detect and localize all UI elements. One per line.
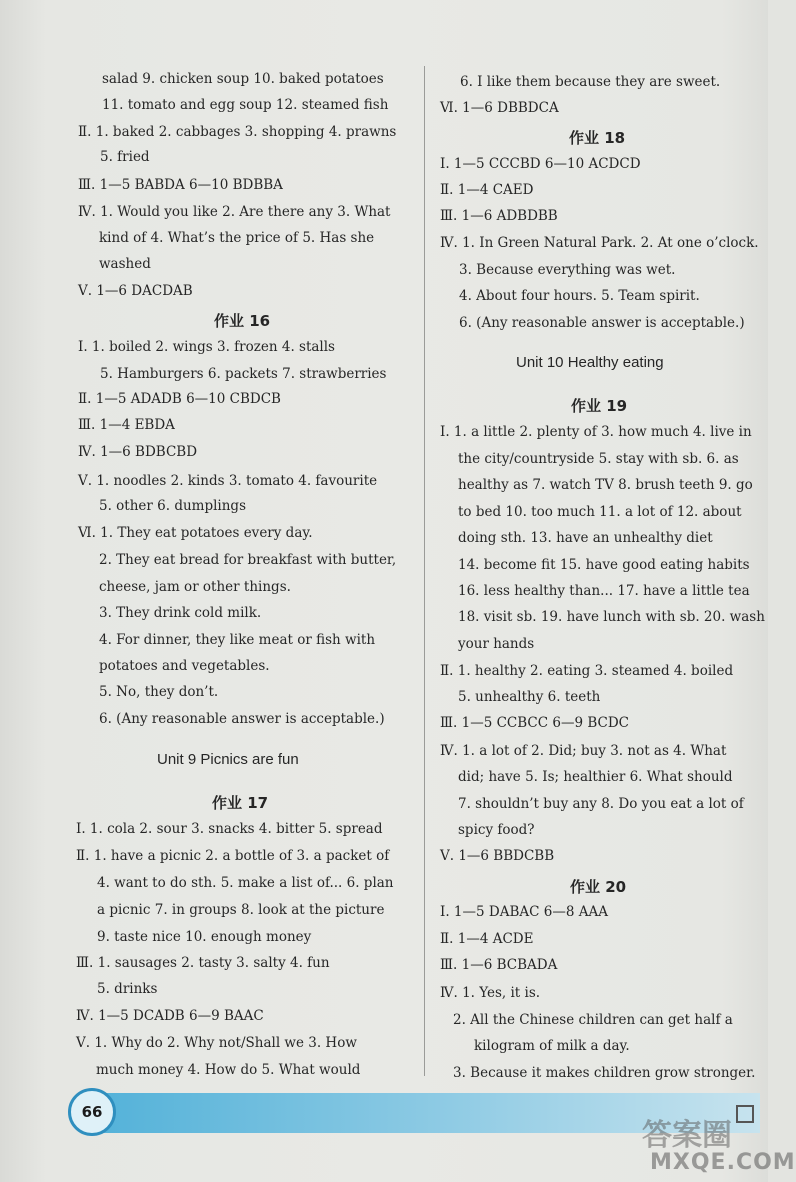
answer-line: 2. They eat bread for breakfast with butter, <box>99 552 397 568</box>
answer-line: 4. For dinner, they like meat or fish with <box>99 632 376 648</box>
answer-line: Ⅲ. 1—6 ADBDBB <box>440 208 558 224</box>
section-heading: 作业 18 <box>569 129 626 147</box>
answer-line: 4. About four hours. 5. Team spirit. <box>459 288 700 304</box>
unit-title: Unit 9 Picnics are fun <box>157 751 299 768</box>
answer-line: your hands <box>458 636 535 652</box>
section-heading: 作业 16 <box>214 312 271 330</box>
answer-line: Ⅵ. 1. They eat potatoes every day. <box>78 525 313 541</box>
answer-line: Ⅳ. 1—5 DCADB 6—9 BAAC <box>76 1008 264 1024</box>
answer-line: a picnic 7. in groups 8. look at the picture <box>97 902 385 918</box>
answer-line: the city/countryside 5. stay with sb. 6. as <box>458 451 739 467</box>
section-heading: 作业 19 <box>571 397 628 415</box>
answer-line: Ⅱ. 1—5 ADADB 6—10 CBDCB <box>78 391 281 407</box>
answer-line: potatoes and vegetables. <box>99 658 270 674</box>
section-heading: 作业 20 <box>570 878 627 896</box>
answer-line: Ⅳ. 1. Yes, it is. <box>440 985 541 1001</box>
answer-line: Ⅲ. 1—6 BCBADA <box>440 957 558 973</box>
answer-line: cheese, jam or other things. <box>99 579 291 595</box>
answer-line: Ⅰ. 1—5 CCCBD 6—10 ACDCD <box>440 156 641 172</box>
answer-line: 18. visit sb. 19. have lunch with sb. 20. wash <box>458 609 765 625</box>
answer-line: Ⅲ. 1—5 BABDA 6—10 BDBBA <box>78 177 283 193</box>
answer-line: 5. drinks <box>97 981 158 997</box>
answer-line: 5. fried <box>100 149 150 165</box>
answer-line: Ⅴ. 1. Why do 2. Why not/Shall we 3. How <box>76 1035 357 1051</box>
answer-line: washed <box>99 256 151 272</box>
answer-line: Ⅳ. 1—6 BDBCBD <box>78 444 198 460</box>
answer-line: 5. No, they don’t. <box>99 684 219 700</box>
answer-line: 11. tomato and egg soup 12. steamed fish <box>102 97 389 113</box>
answer-line: Ⅵ. 1—6 DBBDCA <box>440 100 559 116</box>
answer-line: Ⅴ. 1—6 DACDAB <box>78 283 193 299</box>
answer-line: Ⅱ. 1. baked 2. cabbages 3. shopping 4. prawns <box>78 124 397 140</box>
answer-line: much money 4. How do 5. What would <box>96 1062 361 1078</box>
answer-line: salad 9. chicken soup 10. baked potatoes <box>102 71 384 87</box>
page-number: 66 <box>68 1088 116 1136</box>
answer-line: 5. unhealthy 6. teeth <box>458 689 601 705</box>
section-heading: 作业 17 <box>212 794 269 812</box>
answer-line: Ⅱ. 1—4 CAED <box>440 182 534 198</box>
answer-line: Ⅰ. 1. cola 2. sour 3. snacks 4. bitter 5. spread <box>76 821 383 837</box>
answer-line: Ⅱ. 1. healthy 2. eating 3. steamed 4. boiled <box>440 663 734 679</box>
answer-line: 9. taste nice 10. enough money <box>97 929 312 945</box>
answer-line: 3. Because it makes children grow stronger. <box>453 1065 756 1081</box>
answer-line: spicy food? <box>458 822 535 838</box>
answer-line: Ⅲ. 1—4 EBDA <box>78 417 175 433</box>
answer-line: 5. Hamburgers 6. packets 7. strawberries <box>100 366 387 382</box>
answer-line: 3. They drink cold milk. <box>99 605 262 621</box>
answer-line: 2. All the Chinese children can get half a <box>453 1012 733 1028</box>
answer-line: 6. (Any reasonable answer is acceptable.) <box>99 711 385 727</box>
answer-line: Ⅳ. 1. In Green Natural Park. 2. At one o’clock. <box>440 235 759 251</box>
answer-line: 6. (Any reasonable answer is acceptable.) <box>459 315 745 331</box>
answer-line: Ⅰ. 1. boiled 2. wings 3. frozen 4. stalls <box>78 339 335 355</box>
answer-line: 16. less healthy than... 17. have a little tea <box>458 583 750 599</box>
answer-line: kilogram of milk a day. <box>474 1038 630 1054</box>
answer-line: 14. become fit 15. have good eating habits <box>458 557 750 573</box>
answer-line: Ⅳ. 1. Would you like 2. Are there any 3. What <box>78 204 391 220</box>
watermark-text: MXQE.COM <box>650 1150 796 1175</box>
answer-line: Ⅲ. 1—5 CCBCC 6—9 BCDC <box>440 715 629 731</box>
answer-line: Ⅳ. 1. a lot of 2. Did; buy 3. not as 4. What <box>440 743 727 759</box>
answer-line: doing sth. 13. have an unhealthy diet <box>458 530 713 546</box>
answer-line: Ⅰ. 1. a little 2. plenty of 3. how much 4. live in <box>440 424 752 440</box>
unit-title: Unit 10 Healthy eating <box>516 354 664 371</box>
answer-line: Ⅴ. 1—6 BBDCBB <box>440 848 555 864</box>
answer-line: Ⅱ. 1. have a picnic 2. a bottle of 3. a packet of <box>76 848 390 864</box>
answer-line: Ⅱ. 1—4 ACDE <box>440 931 534 947</box>
answer-line: 7. shouldn’t buy any 8. Do you eat a lot of <box>458 796 744 812</box>
watermark-logo: 答案圈 <box>642 1118 732 1153</box>
column-divider <box>424 66 425 1076</box>
answer-line: Ⅲ. 1. sausages 2. tasty 3. salty 4. fun <box>76 955 330 971</box>
answer-line: healthy as 7. watch TV 8. brush teeth 9. go <box>458 477 753 493</box>
answer-line: to bed 10. too much 11. a lot of 12. about <box>458 504 742 520</box>
answer-line: kind of 4. What’s the price of 5. Has she <box>99 230 375 246</box>
answer-line: Ⅰ. 1—5 DABAC 6—8 AAA <box>440 904 608 920</box>
corner-square-icon <box>736 1105 754 1123</box>
answer-line: Ⅴ. 1. noodles 2. kinds 3. tomato 4. favourite <box>78 473 378 489</box>
answer-line: 5. other 6. dumplings <box>99 498 247 514</box>
answer-line: 4. want to do sth. 5. make a list of... 6. plan <box>97 875 394 891</box>
answer-line: did; have 5. Is; healthier 6. What should <box>458 769 733 785</box>
answer-line: 6. I like them because they are sweet. <box>460 74 721 90</box>
answer-line: 3. Because everything was wet. <box>459 262 676 278</box>
